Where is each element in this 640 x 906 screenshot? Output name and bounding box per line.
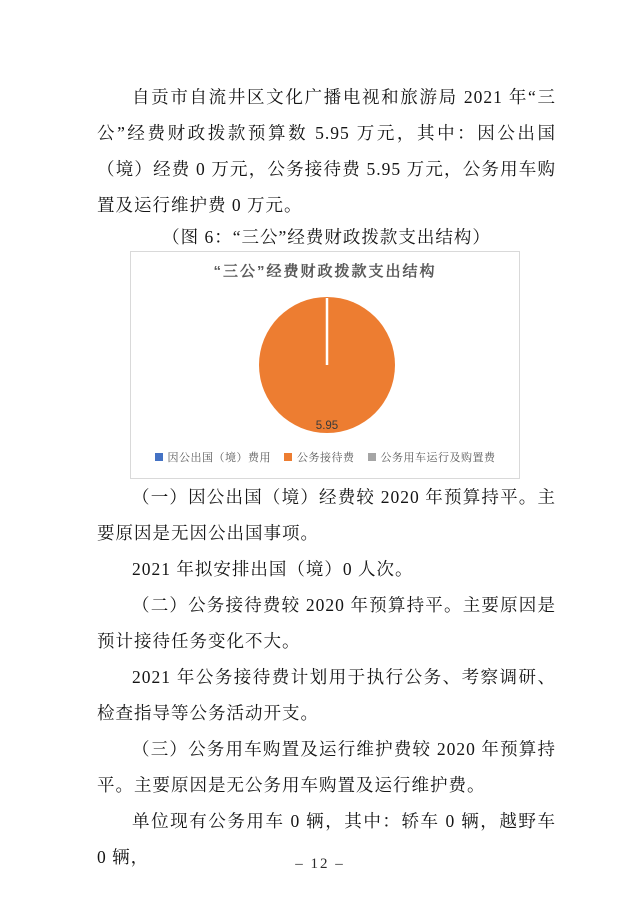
paragraph-item-1: （一）因公出国（境）经费较 2020 年预算持平。主要原因是无因公出国事项。 (97, 487, 556, 543)
pie-data-label: 5.95 (315, 420, 339, 432)
paragraph-item-2-detail: 2021 年公务接待费计划用于执行公务、考察调研、检查指导等公务活动开支。 (97, 667, 556, 723)
pie-svg (131, 252, 521, 480)
legend-label: 因公出国（境）费用 (167, 452, 271, 464)
paragraph-vehicle-count: 单位现有公务用车 0 辆，其中：轿车 0 辆，越野车 0 辆， (97, 811, 556, 867)
figure-caption: （图 6：“三公”经费财政拨款支出结构） (162, 227, 491, 247)
chart-title: “三公”经费财政拨款支出结构 (213, 263, 437, 280)
page-number: – 12 – (295, 856, 345, 872)
page-footer (0, 856, 640, 873)
legend-label: 公务接待费 (297, 452, 355, 464)
legend-swatch-blue (155, 453, 163, 461)
paragraph-item-2: （二）公务接待费较 2020 年预算持平。主要原因是预计接待任务变化不大。 (97, 595, 556, 651)
pie-chart (130, 251, 520, 479)
legend-item-abroad (155, 449, 272, 465)
legend-swatch-gray (368, 453, 376, 461)
paragraph-item-3: （三）公务用车购置及运行维护费较 2020 年预算持平。主要原因是无公务用车购置及运行维护费。 (97, 739, 556, 795)
chart-legend (131, 449, 519, 465)
paragraph-summary: 自贡市自流井区文化广播电视和旅游局 2021 年“三公”经费财政拨款预算数 5.95 万元，其中：因公出国（境）经费 0 万元，公务接待费 5.95 万元，公务用车购置及运行维护费 0 万元。 (97, 87, 556, 215)
legend-item-reception (284, 449, 355, 465)
legend-label: 公务用车运行及购置费 (380, 452, 496, 464)
legend-swatch-orange (284, 453, 292, 461)
legend-item-vehicle (368, 449, 496, 465)
paragraph-item-1-detail: 2021 年拟安排出国（境）0 人次。 (132, 559, 414, 579)
